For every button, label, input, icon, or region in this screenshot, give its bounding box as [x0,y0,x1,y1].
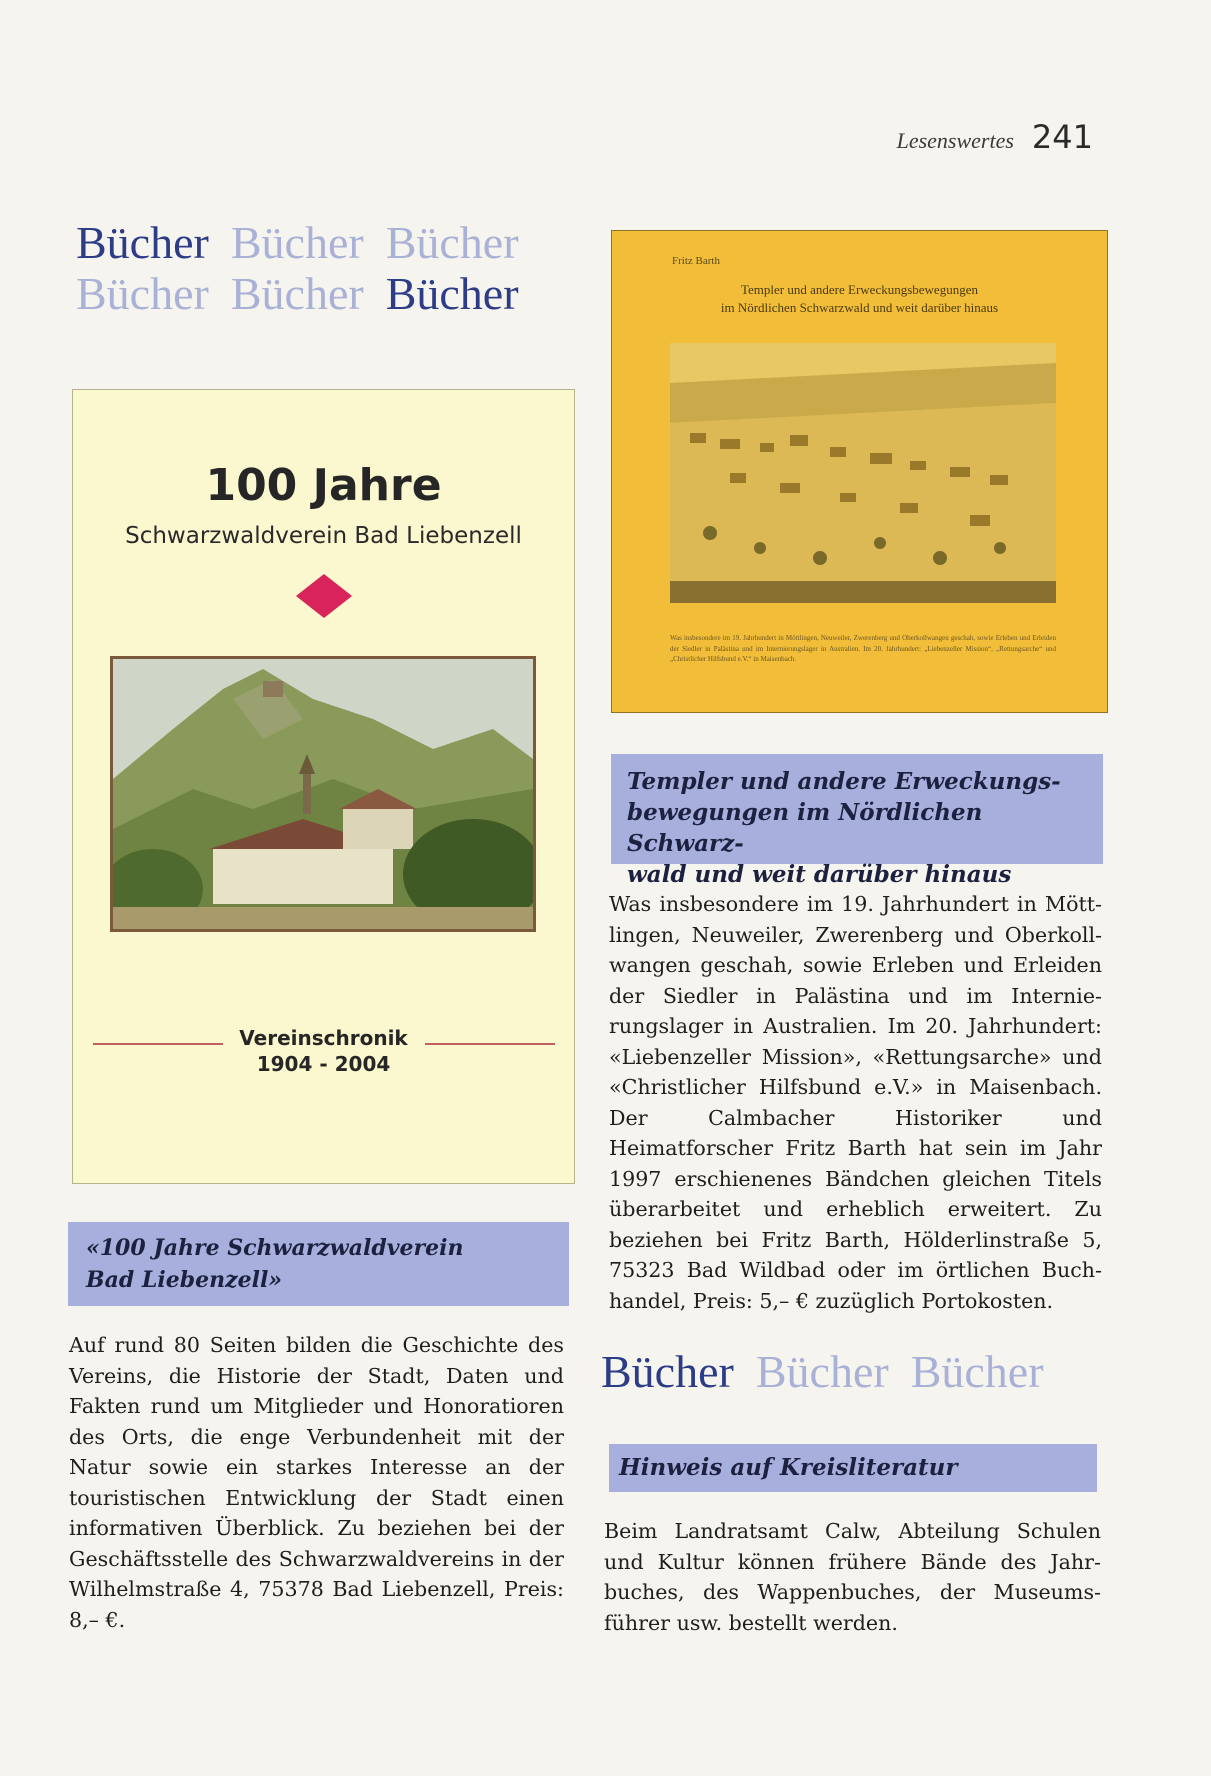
heading-word: Bücher [601,1346,734,1397]
caption-line: Hinweis auf Kreisliteratur [619,1454,958,1481]
cover-settlement-illustration [670,343,1056,603]
cover-title-line: im Nördlichen Schwarzwald und weit darüber hinaus [720,299,999,315]
caption-line: Bad Liebenzell» [86,1267,283,1293]
cover-author: Fritz Barth [672,255,720,267]
page-number: 241 [1031,118,1093,156]
cover-chronicle-label: Vereinschronik [239,1026,408,1050]
caption-line: bewegungen im Nördlichen Schwarz- [627,799,983,857]
cover-title-line: Templer und andere Erweckungsbewegungen [741,282,978,297]
caption-line: «100 Jahre Schwarzwaldverein [86,1235,464,1261]
heading-word: Bücher [385,267,519,319]
caption-templer [611,754,1103,888]
caption-schwarzwaldverein [68,1222,569,1306]
cover-blurb: Was insbesondere im 19. Jahrhundert in Möttlingen, Neuweiler, Zwerenberg und Oberkollwangen geschah, sowie Erleben und Erleiden der Siedler in Palästina und im Internierungslager in Australien. Im 20. Jahrhundert: „Liebenzeller Mission“, „Rettungsarche“ und „Christlicher Hilfsbund e.V.“ in Maisenbach. [670,634,1056,663]
books-heading-bottom [601,1347,1066,1398]
heading-word: Bücher [76,267,209,319]
notice-text: Beim Landratsamt Calw, Abteilung Schulen und Kultur können frühere Bände des Jahrbuches, des Wappenbuches, der Museumsführer usw. bestellt werden. [604,1519,1101,1635]
cover-years: 1904 - 2004 [256,1052,391,1076]
diamond-emblem-icon [294,566,354,626]
caption-line: wald und weit darüber hinaus [627,861,1012,888]
book1-description: Auf rund 80 Seiten bilden die Geschichte des Vereins, die Historie der Stadt, Daten und Fakten rund um Mitglieder und Honoratioren des Orts, die enge Verbundenheit mit der Natur sowie ein starkes Interesse an der touristischen Entwicklung der Stadt einen informativen Überblick. Zu beziehen bei der Geschäftsstelle des Schwarzwaldvereins in der Wilhelmstraße 4, 75378 Bad Liebenzell, Preis: 8,– €. [69,1333,564,1632]
heading-word: Bücher [755,1346,889,1397]
heading-word: Bücher [385,217,519,268]
section-title: Lesenswertes [896,128,1014,153]
book-cover-schwarzwaldverein [72,389,575,1184]
cover-landscape-illustration [110,656,536,932]
cover-chronicle [73,1025,574,1077]
heading-word: Bücher [910,1346,1044,1397]
cover-title [612,281,1107,316]
heading-word: Bücher [76,217,209,268]
heading-word: Bücher [230,217,364,268]
caption-line: Templer und andere Erweckungs- [627,768,1061,795]
book2-description: Was insbesondere im 19. Jahrhundert in Möttlingen, Neuweiler, Zwerenberg und Oberkollwangen geschah, sowie Erleben und Erleiden der Siedler in Palästina und im Internierungslager in Australien. Im 20. Jahrhundert: «Liebenzeller Mission», «Rettungsarche» und «Christlicher Hilfsbund e.V.» in Maisenbach. Der Calmbacher Historiker und Heimatforscher Fritz Barth hat sein im Jahr 1997 erschienenes Bändchen gleichen Titels überarbeitet und erheblich erweitert. Zu beziehen bei Fritz Barth, Hölderlinstraße 5, 75323 Bad Wildbad oder im örtlichen Buchhandel, Preis: 5,– € zuzüglich Portokosten. [609,892,1102,1313]
cover-subtitle: Schwarzwaldverein Bad Liebenzell [125,523,522,549]
caption-kreisliteratur [609,1444,1097,1492]
books-heading-top [76,218,541,319]
cover-title: 100 Jahre [205,460,442,511]
page-header [897,118,1093,156]
heading-word: Bücher [230,267,364,319]
book-cover-templer [611,230,1108,713]
